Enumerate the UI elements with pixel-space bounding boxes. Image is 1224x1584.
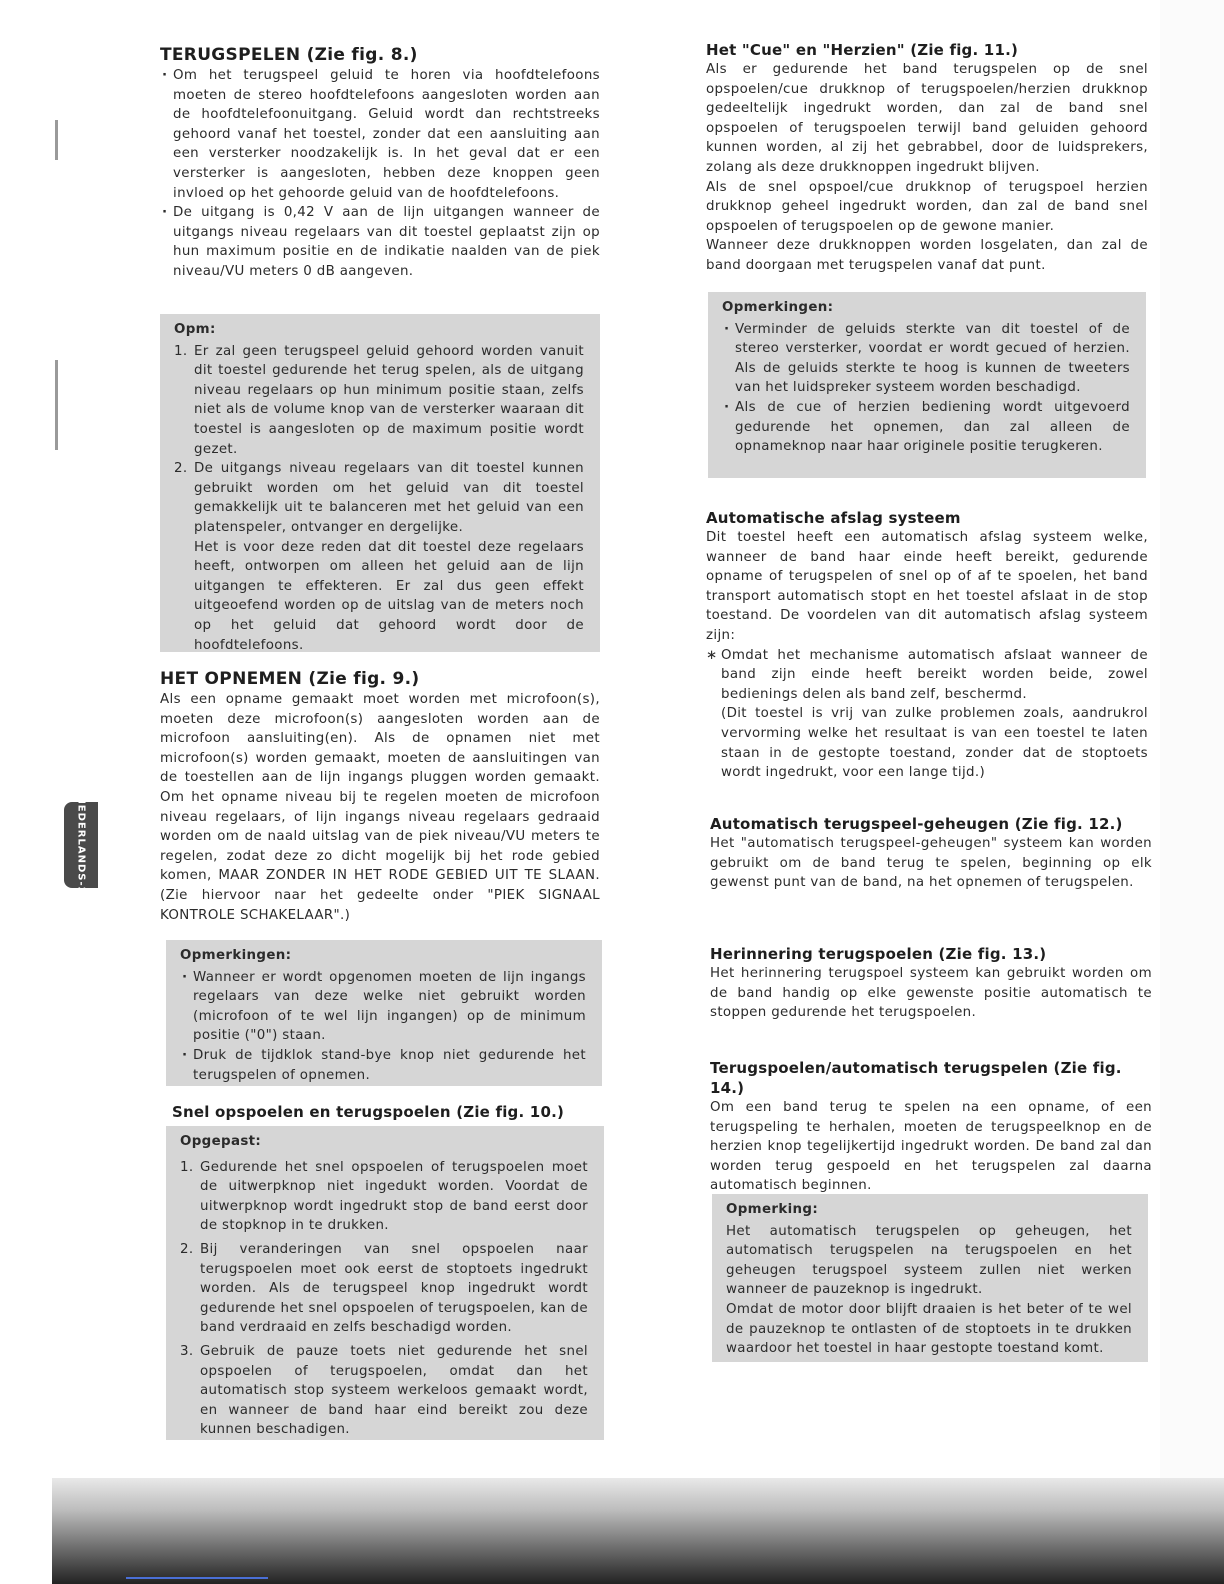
list-item: · Verminder de geluids sterkte van dit toestel of de stereo versterker, voordat er wordt gecued of herzien. Als de geluids sterkte te hoog is kunnen de tweeters van het luidspreker systeem worden beschadigd. bbox=[722, 320, 1130, 398]
page-edge bbox=[0, 0, 52, 1584]
numbered-item: 2. De uitgangs niveau regelaars van dit toestel kunnen gebruikt worden om het geluid van dit toestel gemakkelijk uit te balanceren met het geluid van een platenspeler, ontvanger en dergelijke. bbox=[174, 461, 584, 535]
list-item: ∗ Omdat het mechanisme automatisch afslaat wanneer de band zijn einde heeft bereikt worden beide, zowel bedienings delen als band zelf, beschermd. bbox=[706, 646, 1148, 705]
paragraph: Dit toestel heeft een automatisch afslag systeem welke, wanneer de band haar einde heeft bereikt, gedurende opname of terugspelen of snel op of af te spoelen, het band transport automatisch stopt en het toestel afslaat in de stop toestand. De voordelen van dit automatisch afslag systeem zijn: bbox=[706, 530, 1148, 643]
section-afslag bbox=[706, 508, 1148, 783]
section-cue bbox=[706, 40, 1148, 276]
paragraph: Omdat de motor door blijft draaien is het beter of te wel de pauzeknop te ontlasten of de stoptoets in te drukken waardoor het toestel in haar gestopte toestand komt. bbox=[726, 1301, 1132, 1357]
note-title: Opmerkingen: bbox=[722, 300, 834, 315]
paragraph: Als een opname gemaakt moet worden met microfoon(s), moeten deze microfoon(s) aangesloten worden aan de microfoon aansluiting(en). Als de opnamen niet met microfoon(s) worden gemaakt, moeten de aansluitingen van de toestellen aan de lijn ingangs pluggen worden gemaakt. Om het opname niveau bij te regelen moeten de microfoon niveau regelaars, of lijn ingangs niveau regelaars gedraaid worden om de naald uitslag van de piek niveau/VU meters te regelen, zodat deze zo dicht mogelijk bij het rode gebied komen, MAAR ZONDER IN HET RODE GEBIED UIT TE SLAAN. (Zie hiervoor naar het gedeelte onder "PIEK SIGNAAL KONTROLE SCHAKELAAR".) bbox=[160, 692, 600, 923]
right-margin bbox=[1160, 0, 1224, 1584]
section-snel bbox=[172, 1102, 602, 1122]
section-terugspelen bbox=[160, 44, 600, 282]
note-opmerkingen bbox=[166, 940, 602, 1086]
note-opmerking bbox=[712, 1194, 1148, 1362]
paragraph: Het herinnering terugspoel systeem kan gebruikt worden om de band handig op elke gewenste positie automatisch te stoppen gedurende het terugspoelen. bbox=[710, 966, 1152, 1021]
heading-herinnering: Herinnering terugspoelen (Zie fig. 13.) bbox=[710, 945, 1047, 963]
heading-snel: Snel opspoelen en terugspoelen (Zie fig. 10.) bbox=[172, 1103, 565, 1121]
scan-shadow bbox=[52, 1478, 1224, 1584]
numbered-item: 1. Er zal geen terugspeel geluid gehoord worden vanuit dit toestel gedurende het terug spelen, als de uitgang niveau regelaars op hun minimum positie staan, zelfs niet als de volume knop van de versterker waaraan dit toestel is aangesloten op de maximum positie wordt gezet. bbox=[174, 343, 584, 457]
note-title: Opmerking: bbox=[726, 1202, 819, 1217]
heading-automatisch: Terugspoelen/automatisch terugspelen (Zie fig. 14.) bbox=[710, 1059, 1122, 1097]
section-herinnering bbox=[710, 944, 1152, 1023]
heading-opnemen: HET OPNEMEN (Zie fig. 9.) bbox=[160, 669, 420, 689]
paragraph: Als de snel opspoel/cue drukknop of terugspoel herzien drukknop geheel ingedrukt worden, dan zal de band snel opspoelen of terugspoelen op de gewone manier. bbox=[706, 179, 1148, 234]
heading-afslag: Automatische afslag systeem bbox=[706, 509, 961, 527]
note-opgepast bbox=[166, 1126, 604, 1440]
note-title: Opmerkingen: bbox=[180, 948, 292, 963]
note-title: Opgepast: bbox=[180, 1134, 262, 1149]
paragraph: Het automatisch terugspelen op geheugen, het automatisch terugspelen na terugspoelen en het geheugen terugspoel systeem zullen niet werken wanneer de pauzeknop is ingedrukt. bbox=[726, 1223, 1132, 1298]
heading-cue: Het "Cue" en "Herzien" (Zie fig. 11.) bbox=[706, 41, 1019, 59]
scan-mark bbox=[55, 120, 58, 160]
numbered-item: 1. Gedurende het snel opspoelen of terugspoelen moet de uitwerpknop niet ingedukt worden. Voordat de uitwerpknop wordt ingedrukt stop de band eerst door de stopknop in te drukken. bbox=[180, 1159, 588, 1234]
link-underline bbox=[126, 1577, 268, 1579]
note-opmerkingen-cue bbox=[708, 292, 1146, 478]
list-item: · Wanneer er wordt opgenomen moeten de lijn ingangs regelaars van deze welke niet gebruikt worden (microfoon of te wel lijn ingangen) op de minimum positie ("0") staan. bbox=[180, 968, 586, 1046]
list-item: · Als de cue of herzien bediening wordt uitgevoerd gedurende het opnemen, dan zal alleen de opnameknop naar haar originele positie terugkeren. bbox=[722, 398, 1130, 457]
scan-mark bbox=[55, 360, 58, 450]
note-title: Opm: bbox=[174, 322, 216, 337]
paragraph: Om een band terug te spelen na een opname, of een terugspeling te herhalen, moeten de terugspeelknop en de herzien knop tegelijkertijd ingedrukt worden. De band zal dan worden terug gespoeld en het terugspelen zal daarna automatisch beginnen. bbox=[710, 1100, 1152, 1194]
paragraph: Als er gedurende het band terugspelen op de snel opspoelen/cue drukknop of terugspoelen/herzien drukknop gedeeltelijk ingedrukt worden, dan zal de band snel opspoelen of terugspoelen terwijl band geluiden gehoord kunnen worden, al zij het gebrabbel, door de luidsprekers, zolang als deze drukknoppen ingedrukt blijven. bbox=[706, 62, 1148, 175]
paragraph: (Dit toestel is vrij van zulke problemen zoals, aandrukrol vervorming welke het resultaat is van een toestel te laten staan in de gestopte toestand, zonder dat de stoptoets wordt ingedrukt, voor een lange tijd.) bbox=[721, 706, 1148, 781]
paragraph: Het "automatisch terugspeel-geheugen" systeem kan worden gebruikt om de band terug te spelen, beginning op elk gewenst punt van de band, na het opnemen of terugspelen. bbox=[710, 836, 1152, 891]
paragraph: Wanneer deze drukknoppen worden losgelaten, dan zal de band doorgaan met terugspelen vanaf dat punt. bbox=[706, 238, 1148, 273]
language-tab: NEDERLANDS-2 bbox=[64, 802, 98, 888]
note-opm bbox=[160, 314, 600, 652]
section-geheugen bbox=[710, 814, 1152, 893]
section-opnemen bbox=[160, 668, 600, 925]
list-item: · Om het terugspeel geluid te horen via hoofdtelefoons moeten de stereo hoofdtelefoons aangesloten worden aan de hoofdtelefoonuitgang. Geluid wordt dan rechtstreeks gehoord vanaf het toestel, zonder dat een aansluiting aan een versterker noodzakelijk is. In het geval dat er een versterker is aangesloten, hebben deze knoppen geen invloed op het gehoorde geluid van de hoofdtelefoons. bbox=[160, 66, 600, 203]
numbered-item: 2. Bij veranderingen van snel opspoelen naar terugspoelen moet ook eerst de stoptoets ingedrukt worden. Als de terugspeel knop ingedrukt wordt gedurende het snel opspoelen of terugspoelen, kan de band verdraaid en zelfs beschadigd worden. bbox=[180, 1241, 588, 1336]
heading-terugspelen: TERUGSPELEN (Zie fig. 8.) bbox=[160, 45, 418, 65]
paragraph: Het is voor deze reden dat dit toestel deze regelaars heeft, ontworpen om alleen het geluid aan de lijn uitgangen te effekteren. Er zal dus geen effekt uitgeoefend worden op de uitslag van de meters noch op het geluid dat gehoord wordt door de hoofdtelefoons. bbox=[194, 539, 584, 653]
numbered-item: 3. Gebruik de pauze toets niet gedurende het snel opspoelen of terugspoelen, omdat dan het automatisch stop systeem werkeloos gemaakt wordt, en wanneer de band haar eind bereikt zou deze kunnen beschadigen. bbox=[180, 1343, 588, 1438]
section-automatisch bbox=[710, 1058, 1152, 1196]
heading-geheugen: Automatisch terugspeel-geheugen (Zie fig. 12.) bbox=[710, 815, 1123, 833]
list-item: · De uitgang is 0,42 V aan de lijn uitgangen wanneer de uitgangs niveau regelaars van dit toestel geplaatst zijn op hun maximum positie en de indikatie naalden van de piek niveau/VU meters 0 dB aangeven. bbox=[160, 203, 600, 281]
list-item: · Druk de tijdklok stand-bye knop niet gedurende het terugspelen of opnemen. bbox=[180, 1046, 586, 1085]
